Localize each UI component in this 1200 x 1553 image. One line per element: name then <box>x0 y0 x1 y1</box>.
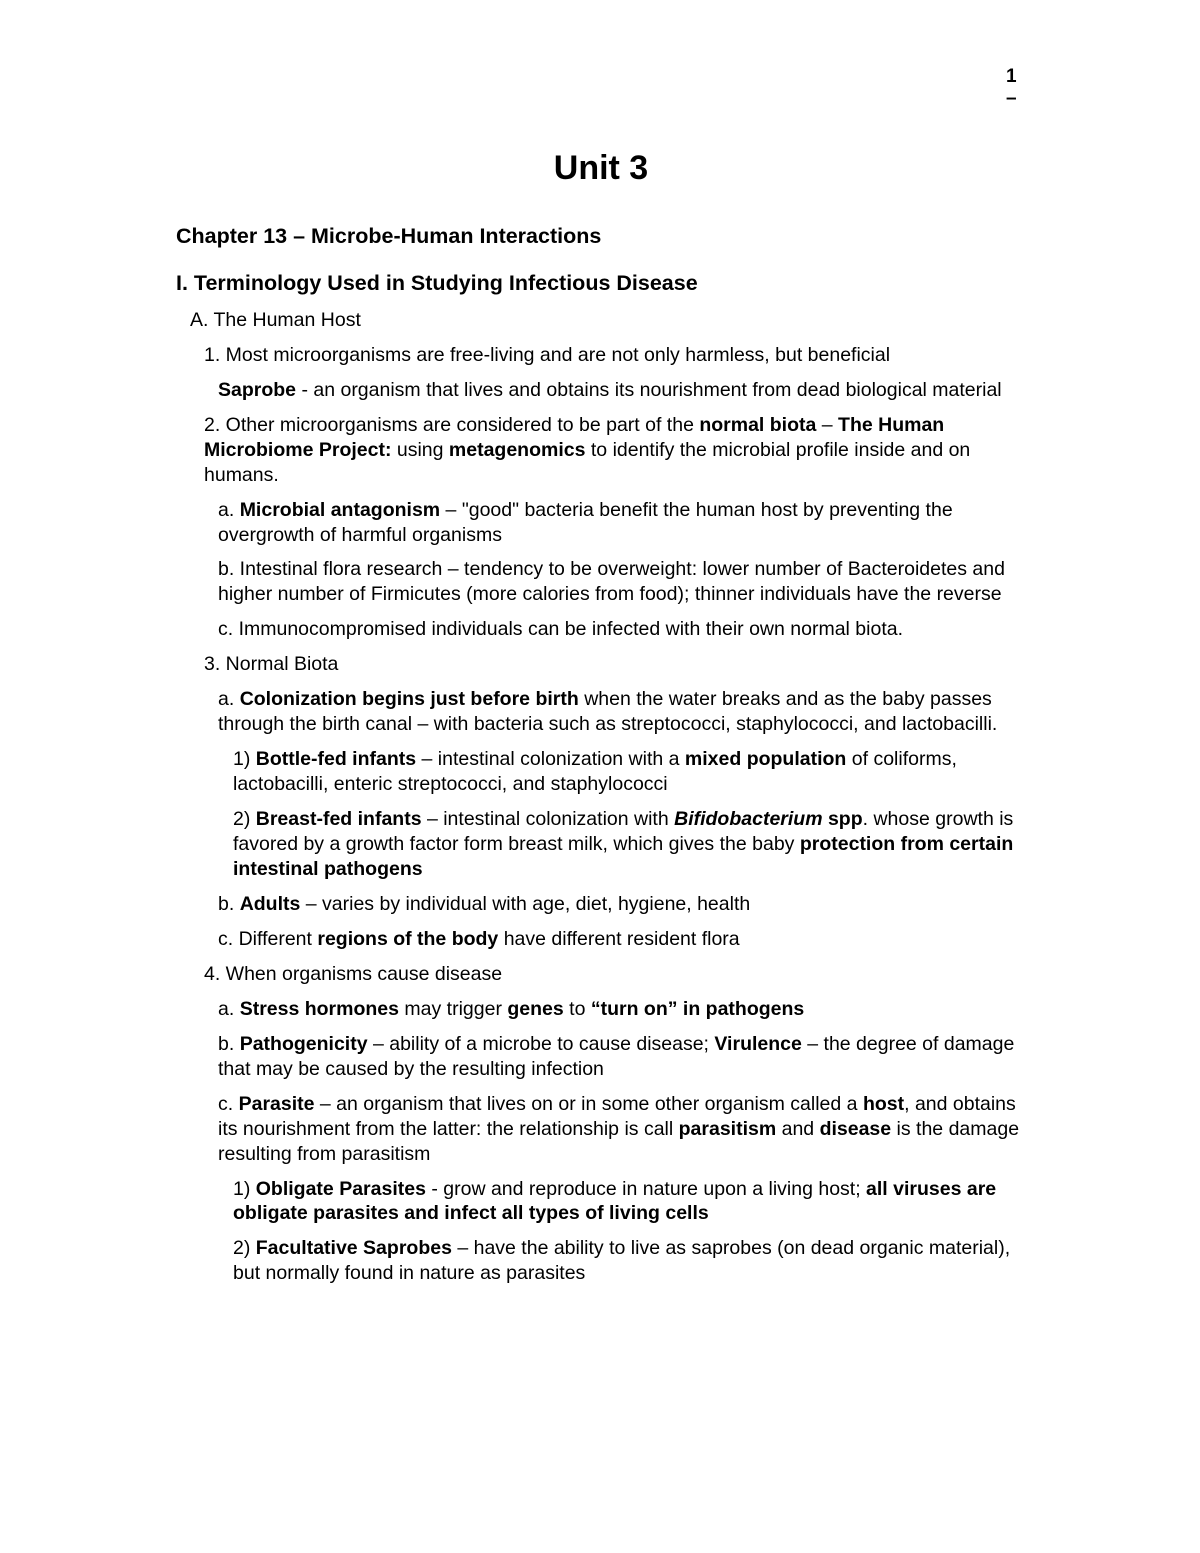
text: c. <box>218 1092 239 1115</box>
list-item-4c2 <box>233 1236 1026 1286</box>
text: b. <box>218 1032 240 1055</box>
text: – have the ability to live as saprobes (on dead organic material), but normally found in nature as parasites <box>233 1237 1011 1285</box>
term-virulence: Virulence <box>714 1032 802 1055</box>
term-regions: regions of the body <box>317 927 499 950</box>
text: have different resident flora <box>498 927 740 950</box>
page-number-digit: 1 <box>1006 66 1017 87</box>
list-item-4a <box>218 997 1026 1022</box>
text: – intestinal colonization with a <box>416 748 685 771</box>
list-item-3a2 <box>233 807 1026 882</box>
list-item-2 <box>204 413 1026 488</box>
term-facultative-saprobes: Facultative Saprobes <box>255 1237 452 1260</box>
text: to <box>563 997 591 1020</box>
list-item-4c1 <box>233 1177 1026 1227</box>
page-number-dash: – <box>1006 87 1017 109</box>
term-pathogenicity: Pathogenicity <box>239 1032 368 1055</box>
term-turn-on: “turn on” in pathogens <box>590 997 805 1020</box>
text: is the damage resulting from parasitism <box>218 1117 1020 1165</box>
list-item-3c <box>218 927 1026 952</box>
host-heading: A. The Human Host <box>190 308 361 331</box>
term-colonization: Colonization begins just before birth <box>239 688 579 711</box>
term-adults: Adults <box>239 892 301 915</box>
list-item-4b <box>218 1032 1026 1082</box>
text: a. <box>218 997 240 1020</box>
term-host: host <box>862 1092 905 1115</box>
list-item-3a1 <box>233 747 1026 797</box>
text: a. <box>218 498 240 521</box>
unit-title: Unit 3 <box>553 149 649 187</box>
text: – ability of a microbe to cause disease; <box>367 1032 715 1055</box>
term-microbiome-project: The Human Microbiome Project: <box>204 413 945 461</box>
saprobe-text: - an organism that lives and obtains its nourishment from dead biological material <box>296 378 1002 401</box>
text: – "good" bacteria benefit the human host by preventing the overgrowth of harmful organisms <box>218 498 953 546</box>
term-metagenomics: metagenomics <box>448 438 586 461</box>
term-breast-fed: Breast-fed infants <box>255 808 422 831</box>
chapter-title: Chapter 13 – Microbe-Human Interactions <box>176 223 602 248</box>
list-item-2b: b. Intestinal flora research – tendency to be overweight: lower number of Bacteroidetes and higher number of Firmicutes (more calories from food); thinner individuals have the reverse <box>218 558 1005 606</box>
text: 1) <box>233 748 256 771</box>
term-all-viruses: all viruses are obligate parasites and infect all types of living cells <box>233 1177 997 1225</box>
text: of coliforms, lactobacilli, enteric streptococci, and staphylococci <box>233 748 957 796</box>
term-obligate-parasites: Obligate Parasites <box>255 1177 426 1200</box>
list-item-4c <box>218 1092 1026 1167</box>
text: when the water breaks and as the baby passes through the birth canal – with bacteria such as streptococci, staphylococci, and lactobacilli. <box>218 688 998 736</box>
term-parasite: Parasite <box>238 1092 315 1115</box>
term-genes: genes <box>507 997 564 1020</box>
list-item-2c: c. Immunocompromised individuals can be infected with their own normal biota. <box>218 618 903 641</box>
list-item-2a <box>218 498 1026 548</box>
text: c. Different <box>218 927 318 950</box>
text: 2) <box>233 1237 256 1260</box>
term-disease: disease <box>819 1117 892 1140</box>
text: – <box>816 413 839 436</box>
text: - grow and reproduce in nature upon a living host; <box>425 1177 867 1200</box>
text: – the degree of damage that may be caused by the resulting infection <box>218 1032 1015 1080</box>
text: b. <box>218 892 240 915</box>
term-saprobe: Saprobe <box>218 378 297 401</box>
text: may trigger <box>399 997 508 1020</box>
term-bottle-fed: Bottle-fed infants <box>255 748 417 771</box>
term-parasitism: parasitism <box>678 1117 777 1140</box>
text: . whose growth is favored by a growth factor form breast milk, which gives the baby <box>233 808 1014 856</box>
section-title: I. Terminology Used in Studying Infectious Disease <box>176 271 698 296</box>
text: , and obtains its nourishment from the latter: the relationship is call <box>218 1092 1016 1140</box>
page-number <box>1006 66 1017 110</box>
text: 2. Other microorganisms are considered to be part of the <box>204 413 700 436</box>
list-item-4: 4. When organisms cause disease <box>204 962 503 985</box>
list-item-3a <box>218 687 1026 737</box>
text: – intestinal colonization with <box>421 808 675 831</box>
text: – an organism that lives on or in some other organism called a <box>314 1092 863 1115</box>
list-item-1: 1. Most microorganisms are free-living and are not only harmless, but beneficial <box>204 343 891 366</box>
term-mixed-population: mixed population <box>684 748 847 771</box>
text: and <box>776 1117 820 1140</box>
text: to identify the microbial profile inside and on humans. <box>204 438 971 486</box>
document-body <box>176 148 1026 1296</box>
list-item-3b <box>218 892 1026 917</box>
term-normal-biota: normal biota <box>699 413 817 436</box>
text: 2) <box>233 808 256 831</box>
text: a. <box>218 688 240 711</box>
text: – varies by individual with age, diet, hygiene, health <box>300 892 751 915</box>
term-spp: spp <box>822 808 863 831</box>
list-item-3: 3. Normal Biota <box>204 653 339 676</box>
text: using <box>391 438 449 461</box>
text: 1) <box>233 1177 256 1200</box>
term-microbial-antagonism: Microbial antagonism <box>239 498 441 521</box>
saprobe-definition <box>218 378 1026 403</box>
term-stress-hormones: Stress hormones <box>239 997 399 1020</box>
term-protection: protection from certain intestinal pathogens <box>233 833 1014 880</box>
term-bifidobacterium: Bifidobacterium <box>674 808 823 831</box>
